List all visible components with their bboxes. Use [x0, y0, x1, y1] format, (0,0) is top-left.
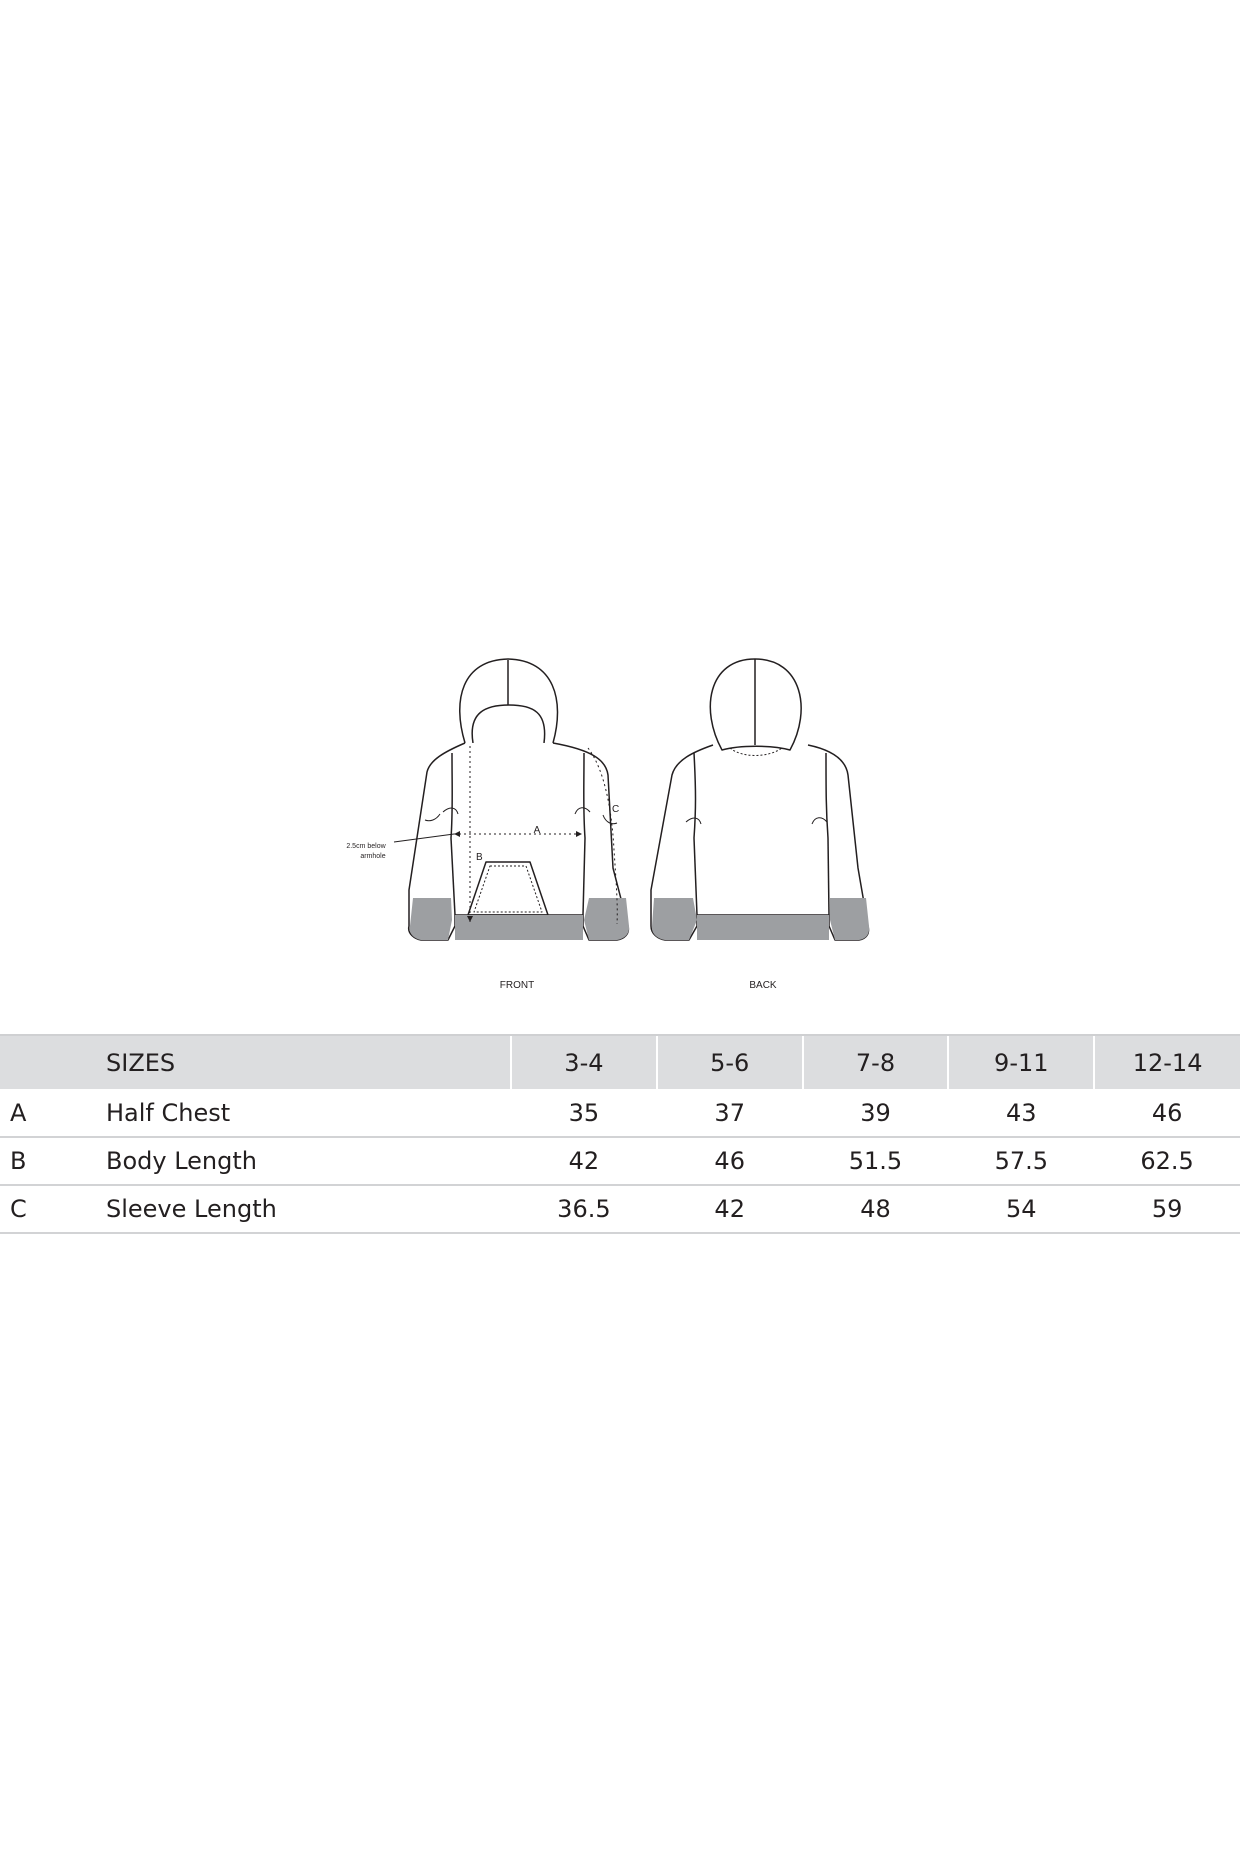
row-value: 57.5	[948, 1137, 1094, 1185]
back-waist-rib	[697, 915, 829, 940]
row-name: Half Chest	[106, 1089, 511, 1137]
row-value: 39	[803, 1089, 949, 1137]
row-value: 37	[657, 1089, 803, 1137]
row-value: 59	[1094, 1185, 1240, 1233]
header-size: 5-6	[657, 1035, 803, 1089]
row-value: 54	[948, 1185, 1094, 1233]
header-code-cell	[0, 1035, 106, 1089]
row-value: 43	[948, 1089, 1094, 1137]
front-label: FRONT	[499, 980, 535, 991]
row-value: 36.5	[511, 1185, 657, 1233]
header-size: 7-8	[803, 1035, 949, 1089]
row-name: Body Length	[106, 1137, 511, 1185]
header-size: 9-11	[948, 1035, 1094, 1089]
front-hoodie	[409, 659, 629, 940]
back-hoodie	[651, 659, 869, 940]
table-row	[0, 1089, 1240, 1137]
table-row	[0, 1185, 1240, 1233]
armhole-note-line1: 2.5cm below	[346, 843, 386, 850]
back-label: BACK	[749, 980, 777, 991]
front-waist-rib	[455, 915, 583, 940]
front-cuff-left	[410, 898, 452, 940]
row-value: 35	[511, 1089, 657, 1137]
marker-c-label: C	[612, 804, 620, 815]
armhole-note-line2: armhole	[360, 853, 386, 860]
row-value: 62.5	[1094, 1137, 1240, 1185]
back-cuff-left	[652, 898, 697, 940]
row-code: B	[0, 1137, 106, 1185]
row-code: C	[0, 1185, 106, 1233]
table-row	[0, 1137, 1240, 1185]
row-value: 51.5	[803, 1137, 949, 1185]
row-value: 48	[803, 1185, 949, 1233]
size-header-row	[0, 1035, 1240, 1089]
marker-b-label: B	[476, 852, 483, 863]
row-name: Sleeve Length	[106, 1185, 511, 1233]
header-size: 3-4	[511, 1035, 657, 1089]
front-cuff-right	[584, 898, 629, 940]
back-side-seam-right	[828, 838, 829, 915]
back-cuff-right	[830, 898, 869, 940]
row-code: A	[0, 1089, 106, 1137]
size-chart-table	[0, 1034, 1240, 1234]
row-value: 42	[511, 1137, 657, 1185]
header-sizes-label: SIZES	[106, 1035, 511, 1089]
marker-a-label: A	[533, 825, 541, 836]
header-size: 12-14	[1094, 1035, 1240, 1089]
row-value: 46	[1094, 1089, 1240, 1137]
row-value: 46	[657, 1137, 803, 1185]
row-value: 42	[657, 1185, 803, 1233]
